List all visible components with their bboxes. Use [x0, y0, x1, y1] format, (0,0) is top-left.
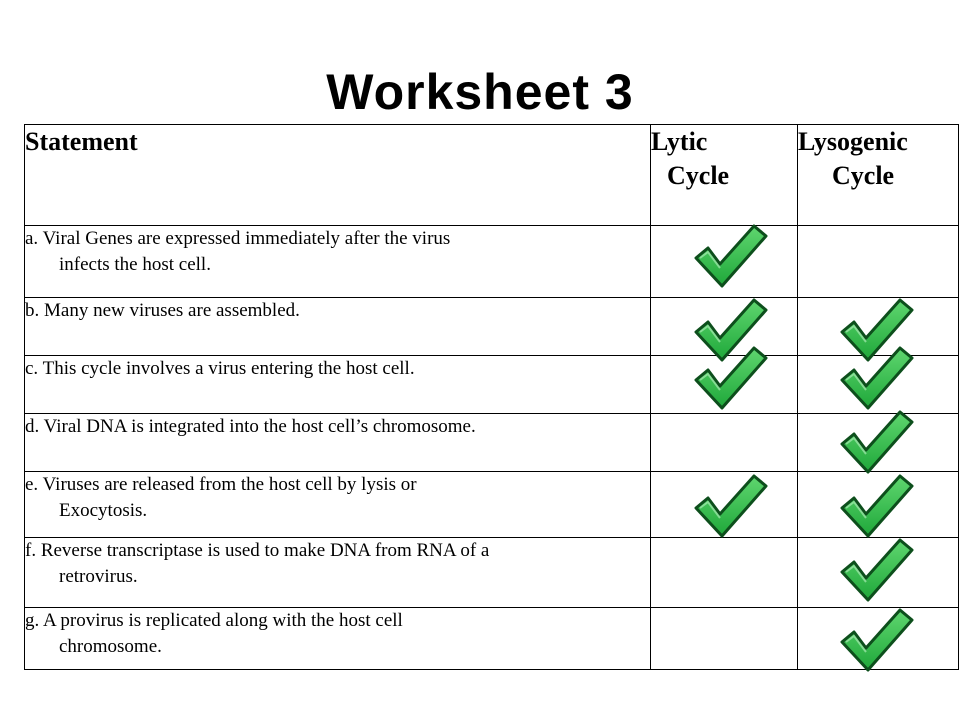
green-checkmark-icon	[836, 606, 916, 676]
lysogenic-cell	[798, 226, 959, 298]
green-checkmark-icon	[690, 344, 770, 414]
worksheet-table	[24, 124, 959, 670]
header-statement: Statement	[25, 125, 651, 226]
table-row	[25, 414, 959, 472]
statement-cell: d. Viral DNA is integrated into the host cell’s chromosome.	[25, 414, 651, 472]
header-lysogenic-cycle	[798, 125, 959, 226]
green-checkmark-icon	[836, 344, 916, 414]
lytic-cell	[651, 414, 798, 472]
table-row	[25, 538, 959, 608]
statement-cell: c. This cycle involves a virus entering the host cell.	[25, 356, 651, 414]
header-lytic-line1: Lytic	[651, 127, 708, 156]
green-checkmark-icon	[836, 408, 916, 478]
header-lytic-cycle	[651, 125, 798, 226]
green-checkmark-icon	[690, 222, 770, 292]
table-row	[25, 356, 959, 414]
green-checkmark-icon	[836, 472, 916, 542]
header-lysogenic-line1: Lysogenic	[798, 127, 908, 156]
statement-cell: f. Reverse transcriptase is used to make DNA from RNA of a retrovirus.	[25, 538, 651, 608]
table-row	[25, 472, 959, 538]
statement-cell: e. Viruses are released from the host cell by lysis or Exocytosis.	[25, 472, 651, 538]
header-lytic-line2: Cycle	[667, 161, 730, 190]
table-row	[25, 226, 959, 298]
table-row	[25, 298, 959, 356]
lytic-cell	[651, 608, 798, 670]
header-lysogenic-line2: Cycle	[832, 161, 895, 190]
statement-cell: b. Many new viruses are assembled.	[25, 298, 651, 356]
green-checkmark-icon	[836, 536, 916, 606]
table-header-row	[25, 125, 959, 226]
green-checkmark-icon	[690, 472, 770, 542]
lytic-cell	[651, 538, 798, 608]
table-row	[25, 608, 959, 670]
page-title: Worksheet 3	[326, 64, 634, 120]
statement-cell: a. Viral Genes are expressed immediately after the virus infects the host cell.	[25, 226, 651, 298]
statement-cell: g. A provirus is replicated along with the host cell chromosome.	[25, 608, 651, 670]
